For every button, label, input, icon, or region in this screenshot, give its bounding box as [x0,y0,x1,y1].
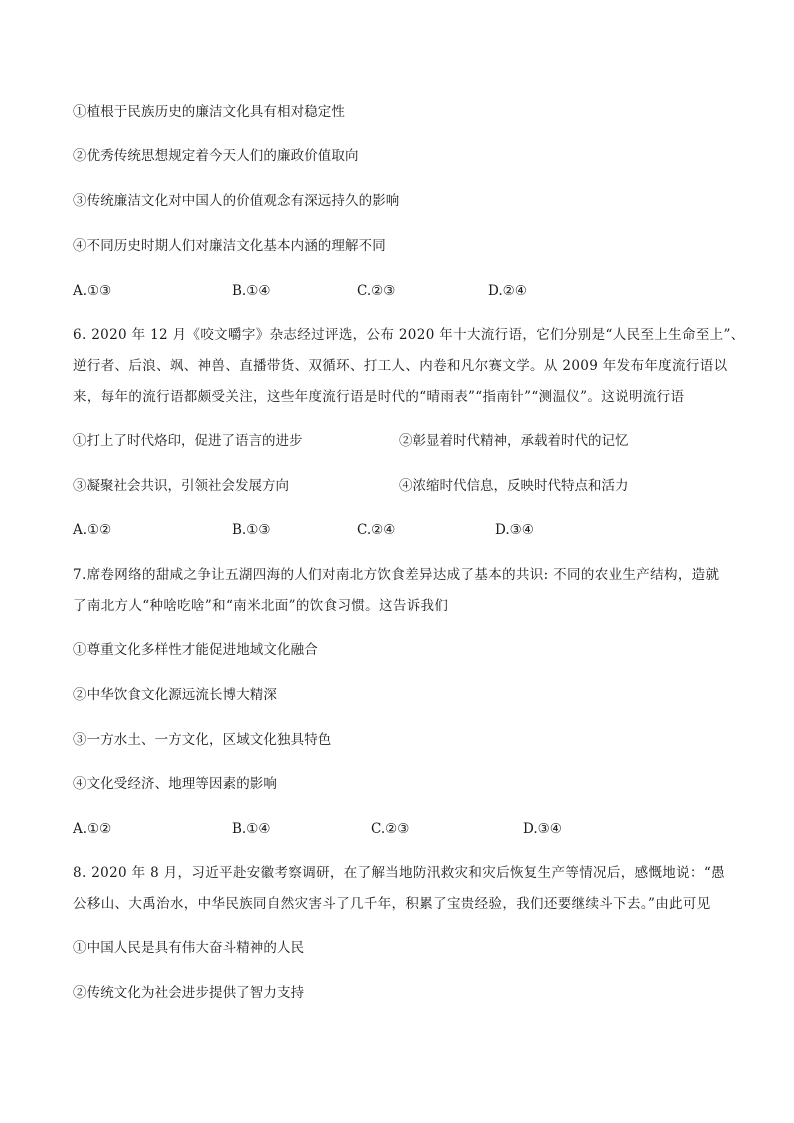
q7-choice-a: A.①② [73,821,112,837]
q5-option-4: ④不同历史时期人们对廉洁文化基本内涵的理解不同 [73,238,386,254]
q5-choice-d: D.②④ [488,283,527,299]
q6-stem-line-1: 6. 2020 年 12 月《咬文嚼字》杂志经过评选，公布 2020 年十大流行语，它们分别是“人民至上生命至上”、 [73,327,745,343]
q7-stem-line-1: 7.席卷网络的甜咸之争让五湖四海的人们对南北方饮食差异达成了基本的共识: 不同的农业生产结构，造就 [73,567,720,583]
q5-choice-a: A.①③ [73,283,112,299]
q5-option-3: ③传统廉洁文化对中国人的价值观念有深远持久的影响 [73,193,400,209]
q7-choice-c: C.②③ [371,821,410,837]
q6-choice-a: A.①② [73,522,112,538]
q8-option-1: ①中国人民是具有伟大奋斗精神的人民 [73,940,305,956]
q6-options-row-2 [73,477,753,495]
q7-choices [73,820,753,838]
q5-choices [73,282,753,300]
q7-option-2: ②中华饮食文化源远流长博大精深 [73,687,277,703]
q7-option-3: ③一方水土、一方文化，区域文化独具特色 [73,732,332,748]
q7-choice-d: D.③④ [523,821,562,837]
q5-option-1: ①植根于民族历史的廉洁文化具有相对稳定性 [73,104,345,120]
q8-option-2: ②传统文化为社会进步提供了智力支持 [73,985,305,1001]
q6-option-4: ④浓缩时代信息，反映时代特点和活力 [399,478,629,494]
q7-option-4: ④文化受经济、地理等因素的影响 [73,776,277,792]
q6-stem-line-2: 逆行者、后浪、飒、神兽、直播带货、双循环、打工人、内卷和凡尔赛文学。从 2009 年发布年度流行语以 [73,358,728,374]
q6-choices [73,521,753,539]
q8-stem-line-1: 8. 2020 年 8 月，习近平赴安徽考察调研，在了解当地防汛救灾和灾后恢复生产等情况后，感慨地说：“愚 [73,865,725,881]
q7-choice-b: B.①④ [232,821,271,837]
q6-stem-line-3: 来，每年的流行语都颇受关注，这些年度流行语是时代的“晴雨表”“指南针”“测温仪”。这说明流行语 [73,389,685,405]
q6-option-2: ②彰显着时代精神，承载着时代的记忆 [399,433,629,449]
q6-choice-b: B.①③ [232,522,271,538]
q5-choice-c: C.②③ [357,283,396,299]
q6-option-1: ①打上了时代烙印，促进了语言的进步 [73,433,303,449]
q6-option-3: ③凝聚社会共识，引领社会发展方向 [73,478,289,494]
q5-option-2: ②优秀传统思想规定着今天人们的廉政价值取向 [73,148,359,164]
q6-choice-c: C.②④ [357,522,396,538]
q6-options-row-1 [73,432,753,450]
q6-choice-d: D.③④ [495,522,534,538]
q7-stem-line-2: 了南北方人“种啥吃啥”和“南米北面”的饮食习惯。这告诉我们 [73,598,449,614]
q5-choice-b: B.①④ [232,283,271,299]
q7-option-1: ①尊重文化多样性才能促进地域文化融合 [73,642,318,658]
q8-stem-line-2: 公移山、大禹治水，中华民族同自然灾害斗了几千年，积累了宝贵经验，我们还要继续斗下去。”由此可见 [73,896,711,912]
